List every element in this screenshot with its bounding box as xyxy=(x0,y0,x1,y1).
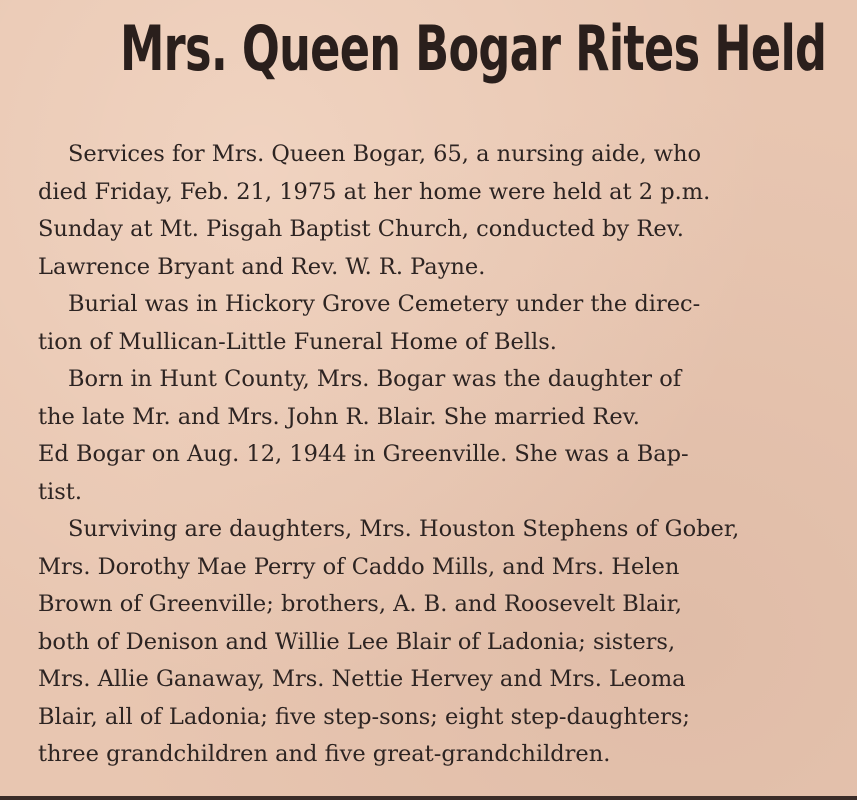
article-line: Mrs. Allie Ganaway, Mrs. Nettie Hervey and Mrs. Leoma xyxy=(38,666,686,692)
article-line: tist. xyxy=(38,478,82,505)
headline: Mrs. Queen Bogar Rites Held xyxy=(119,12,827,85)
article-body xyxy=(38,136,838,774)
article-line: Brown of Greenville; brothers, A. B. and Roosevelt Blair, xyxy=(38,591,683,617)
article-line: Lawrence Bryant and Rev. W. R. Payne. xyxy=(38,253,486,280)
article-line: Blair, all of Ladonia; five step-sons; eight step-daughters; xyxy=(38,703,690,730)
article-line: Mrs. Dorothy Mae Perry of Caddo Mills, and Mrs. Helen xyxy=(38,553,680,580)
bottom-rule xyxy=(0,796,857,800)
article-line: three grandchildren and five great-grandchildren. xyxy=(38,741,611,767)
article-line: died Friday, Feb. 21, 1975 at her home were held at 2 p.m. xyxy=(38,178,711,205)
article-line: tion of Mullican-Little Funeral Home of Bells. xyxy=(38,328,557,355)
article-line: Sunday at Mt. Pisgah Baptist Church, conducted by Rev. xyxy=(38,216,684,242)
article-line: Burial was in Hickory Grove Cemetery under the direc- xyxy=(68,291,701,317)
article-line: Ed Bogar on Aug. 12, 1944 in Greenville. She was a Bap- xyxy=(38,441,689,467)
article-line: both of Denison and Willie Lee Blair of Ladonia; sisters, xyxy=(38,628,676,655)
article-line: Surviving are daughters, Mrs. Houston Stephens of Gober, xyxy=(68,516,740,542)
article-line: the late Mr. and Mrs. John R. Blair. She married Rev. xyxy=(38,403,640,430)
article-line: Born in Hunt County, Mrs. Bogar was the daughter of xyxy=(68,366,682,392)
article-line: Services for Mrs. Queen Bogar, 65, a nursing aide, who xyxy=(68,141,702,167)
